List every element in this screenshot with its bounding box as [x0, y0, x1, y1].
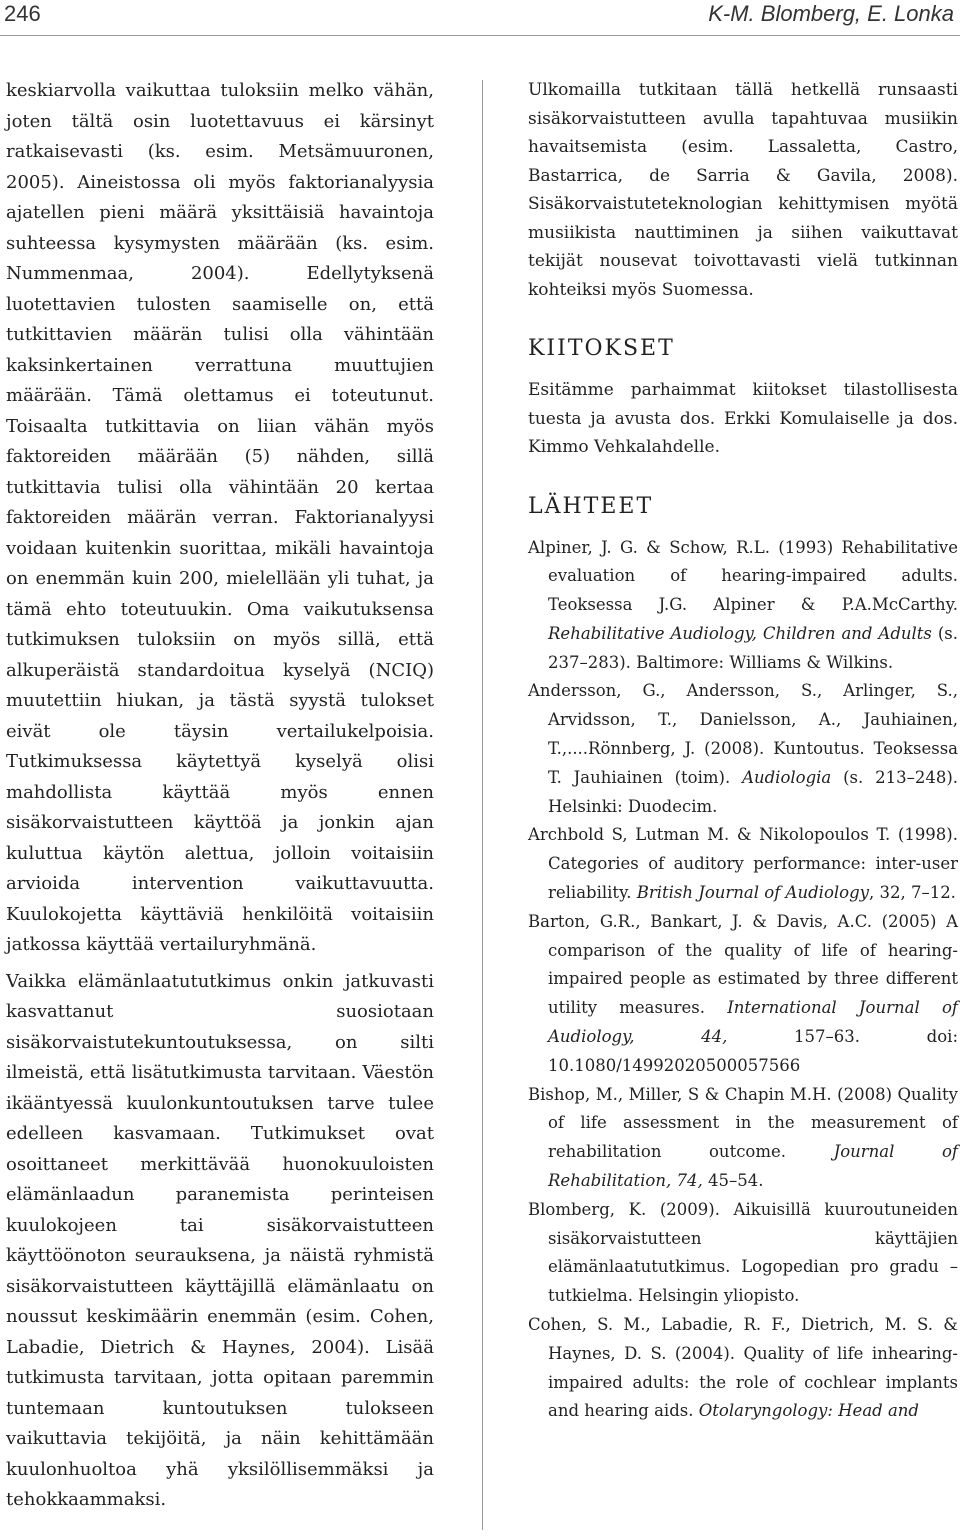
body-paragraph: Vaikka elämänlaatututkimus onkin jatkuvasti kasvattanut suosiotaan sisäkorvaistutekuntoutuksessa, on silti ilmeistä, että lisätutkimusta tarvitaan. Väestön ikääntyessä kuulonkuntoutuksen tarve tulee edelleen kasvamaan. Tutkimukset ovat osoittaneet merkittävää huonokuuloisten elämänlaadun paranemista perinteisen kuulokojeen tai sisäkorvaistutteen käyttöönoton seurauksena, ja näistä ryhmistä sisäkorvaistutteen käyttäjillä elämänlaatu on noussut keskimäärin enemmän (esim. Cohen, Labadie, Dietrich & Haynes, 2004). Lisää tutkimusta tarvitaan, jotta opitaan paremmin tuntemaan kuntoutuksen tulokseen vaikuttavia tekijöitä, ja näin kehittämään kuulonhuoltoa yhä yksilöllisemmäksi ja tehokkaammaksi.	[6, 970, 434, 1510]
reference-item: Bishop, M., Miller, S & Chapin M.H. (2008) Quality of life assessment in the measurement of rehabilitation outcome. Journal of Rehabilitation, 74, 45–54.	[528, 1084, 958, 1191]
reference-item: Alpiner, J. G. & Schow, R.L. (1993) Rehabilitative evaluation of hearing-impaired adults. Teoksessa J.G. Alpiner & P.A.McCarthy. Rehabilitative Audiology, Children and Adults (s. 237–283). Baltimore: Williams & Wilkins.	[528, 537, 958, 672]
column-divider	[482, 80, 483, 1530]
reference-item: Barton, G.R., Bankart, J. & Davis, A.C. (2005) A comparison of the quality of life of hearing-impaired people as estimated by three different utility measures. International Journal of Audiology, 44, 157–63. doi: 10.1080/14992020500057566	[528, 911, 959, 1075]
reference-item: Cohen, S. M., Labadie, R. F., Dietrich, M. S. & Haynes, D. S. (2004). Quality of life inhearing-impaired adults: the role of cochlear implants and hearing aids. Otolaryngology: Head and	[528, 1315, 958, 1421]
reference-item: Archbold S, Lutman M. & Nikolopoulos T. (1998). Categories of auditory performance: inter-user reliability. British Journal of Audiology, 32, 7–12.	[528, 825, 958, 903]
acknowledgements-text: Esitämme parhaimmat kiitokset tilastollisesta tuesta ja avusta dos. Erkki Komulaiselle ja dos. Kimmo Vehkalahdelle.	[528, 380, 958, 457]
running-title: K-M. Blomberg, E. Lonka	[708, 1, 954, 26]
page-header	[0, 0, 960, 30]
reference-list	[528, 534, 958, 1427]
reference-item: Blomberg, K. (2009). Aikuisillä kuuroutuneiden sisäkorvaistutteen käyttäjien elämänlaatututkimus. Logopedian pro gradu –tutkielma. Helsingin yliopisto.	[528, 1199, 958, 1306]
body-paragraph: keskiarvolla vaikuttaa tuloksiin melko vähän, joten tältä osin luotettavuus ei kärsinyt ratkaisevasti (ks. esim. Metsämuuronen, 2005). Aineistossa oli myös faktorianalyysia ajatellen pieni määrä yksittäisiä havaintoja suhteessa kysymysten määrään (ks. esim. Nummenmaa, 2004). Edellytyksenä luotettavien tulosten saamiselle on, että tutkittavien määrän tulisi olla vähintään kaksinkertainen verrattuna muuttujien määrään. Tämä olettamus ei toteutunut. Toisaalta tutkittavia on liian vähän myös faktoreiden määrään (5) nähden, sillä tutkittavia tulisi olla vähintään 20 kertaa faktoreiden määrän verran. Faktorianalyysi voidaan kuitenkin suorittaa, mikäli havaintoja on enemmän kuin 200, mielellään yli tuhat, ja tämä ehto toteutuukin. Oma vaikutuksensa tutkimuksen tuloksiin on myös sillä, että alkuperäistä standardoitua kyselyä (NCIQ) muutettiin hiukan, ja tästä syystä tulokset eivät ole täysin vertailukelpoisia. Tutkimuksessa käytettyä kyselyä olisi mahdollista käyttää myös ennen sisäkorvaistutteen käyttöä ja jonkin ajan kuluttua käytön alettua, jolloin voitaisiin arvioida intervention vaikuttavuutta. Kuulokojetta käyttäviä henkilöitä voitaisiin jatkossa käyttää vertailuryhmänä.	[6, 80, 434, 955]
references-heading: LÄHTEET	[528, 493, 654, 519]
intro-paragraph: Ulkomailla tutkitaan tällä hetkellä runsaasti sisäkorvaistutteen avulla tapahtuvaa musiikin havaitsemista (esim. Lassaletta, Castro, Bastarrica, de Sarria & Gavila, 2008). Sisäkorvaistuteteknologian kehittymisen myötä musiikista nauttiminen ja siihen vaikuttavat tekijät nousevat toivottavasti vielä tutkinnan kohteiksi myös Suomessa.	[528, 80, 958, 300]
page-number: 246	[4, 1, 41, 26]
header-divider	[0, 35, 960, 36]
right-column	[528, 76, 958, 1426]
reference-item: Andersson, G., Andersson, S., Arlinger, S., Arvidsson, T., Danielsson, A., Jauhiainen, T.,....Rönnberg, J. (2008). Kuntoutus. Teoksessa T. Jauhiainen (toim). Audiologia (s. 213–248). Helsinki: Duodecim.	[528, 681, 959, 816]
acknowledgements-heading: KIITOKSET	[528, 336, 675, 361]
left-column	[6, 76, 434, 1516]
